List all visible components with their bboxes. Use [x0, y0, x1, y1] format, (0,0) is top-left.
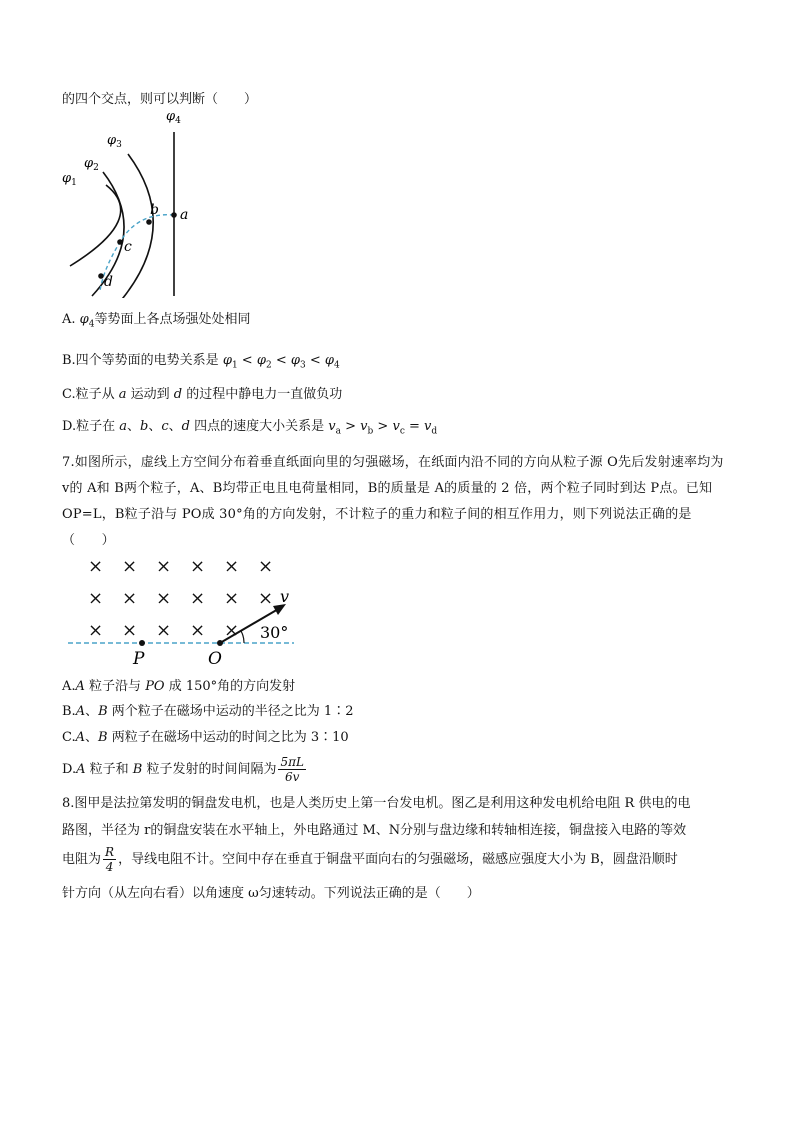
label-phi1: $\varphi_1$: [62, 171, 77, 188]
field-cross: ×: [224, 556, 240, 577]
field-cross: ×: [122, 588, 138, 609]
field-cross: ×: [224, 620, 240, 641]
field-cross: ×: [122, 620, 138, 641]
q7-option-b: B.A、B 两个粒子在磁场中运动的半径之比为 1∶2: [62, 704, 354, 719]
q7-option-a: A.A 粒子沿与 PO 成 150°角的方向发射: [62, 679, 296, 694]
field-cross: ×: [156, 588, 172, 609]
q8-line-2: 路图，半径为 r的铜盘安装在水平轴上，外电路通过 M、N分别与盘边缘和转轴相连接，铜盘接入电路的等效: [62, 823, 687, 838]
q7-option-c: C.A、B 两粒子在磁场中运动的时间之比为 3∶10: [62, 730, 349, 745]
q6-option-a: A. $\varphi_4$等势面上各点场强处处相同: [62, 312, 251, 330]
label-a: a: [180, 207, 189, 223]
cross-row-2: [88, 588, 273, 609]
q7-stem: 7.如图所示，虚线上方空间分布着垂直纸面向里的匀强磁场，在纸面内沿不同的方向从粒子源 O先后发射速率均为 v的 A和 B两个粒子，A、B均带正电且电荷量相同，B的质量是 A的质量的 2 倍，两个粒子同时到达 P点。已知 OP=L，B粒子沿与 PO成 30°角的方向发射，不计粒子的重力和粒子间的相互作用力，则下列说法正确的是（ ）: [62, 455, 724, 548]
field-cross: ×: [190, 588, 206, 609]
field-cross: ×: [258, 588, 274, 609]
field-cross: ×: [122, 556, 138, 577]
q8-line-4: 针方向（从左向右看）以角速度 ω匀速转动。下列说法正确的是（ ）: [62, 886, 480, 901]
label-angle: 30°: [260, 623, 289, 642]
field-cross: ×: [190, 556, 206, 577]
point-c: [117, 239, 123, 245]
point-a: [171, 212, 177, 218]
point-d: [98, 273, 104, 279]
label-P: P: [133, 649, 145, 667]
q6-option-b: B.四个等势面的电势关系是 $\varphi_1 < \varphi_2 < \varphi_3 < \varphi_4$: [62, 353, 340, 371]
field-cross: ×: [88, 556, 104, 577]
field-cross: ×: [88, 620, 104, 641]
field-cross: ×: [258, 556, 274, 577]
field-cross: ×: [156, 556, 172, 577]
q8-line-1: 8.图甲是法拉第发明的铜盘发电机，也是人类历史上第一台发电机。图乙是利用这种发电机给电阻 R 供电的电: [62, 796, 691, 811]
field-cross: ×: [224, 588, 240, 609]
cross-row-3: [88, 620, 239, 641]
field-cross: ×: [88, 588, 104, 609]
point-b: [146, 219, 152, 225]
label-b: b: [150, 202, 159, 218]
q6-option-c: C.粒子从 a 运动到 d 的过程中静电力一直做负功: [62, 387, 343, 402]
point-P: [139, 640, 145, 646]
q8-line-3: 电阻为 $\frac{R}{4}$ ，导线电阻不计。空间中存在垂直于铜盘平面向右的匀强磁场，磁感应强度大小为 B，圆盘沿顺时: [62, 845, 678, 874]
fraction: $\frac{5\pi L}{6v}$: [280, 755, 304, 784]
angle-arc: [241, 631, 244, 643]
label-phi4: $\varphi_4$: [166, 109, 181, 126]
label-d: d: [104, 274, 113, 290]
cross-row-1: [88, 556, 273, 577]
field-cross: ×: [156, 620, 172, 641]
q6-stem-tail: 的四个交点，则可以判断（ ）: [62, 92, 258, 107]
field-cross: ×: [190, 620, 206, 641]
q7-option-d: D.A 粒子和 B 粒子发射的时间间隔为 $\frac{5\pi L}{6v}$: [62, 755, 304, 784]
q6-option-d: D.粒子在 a、b、c、d 四点的速度大小关系是 $v_a > v_b > v_c = v_d$: [62, 419, 438, 437]
label-phi3: $\varphi_3$: [107, 133, 122, 150]
label-O: O: [208, 649, 222, 667]
fraction: $\frac{R}{4}$: [105, 845, 115, 874]
label-c: c: [124, 239, 132, 255]
label-v: v: [280, 587, 290, 606]
magnetic-field-figure: [62, 552, 302, 667]
equipotential-figure: [58, 108, 218, 298]
label-phi2: $\varphi_2$: [84, 156, 99, 173]
